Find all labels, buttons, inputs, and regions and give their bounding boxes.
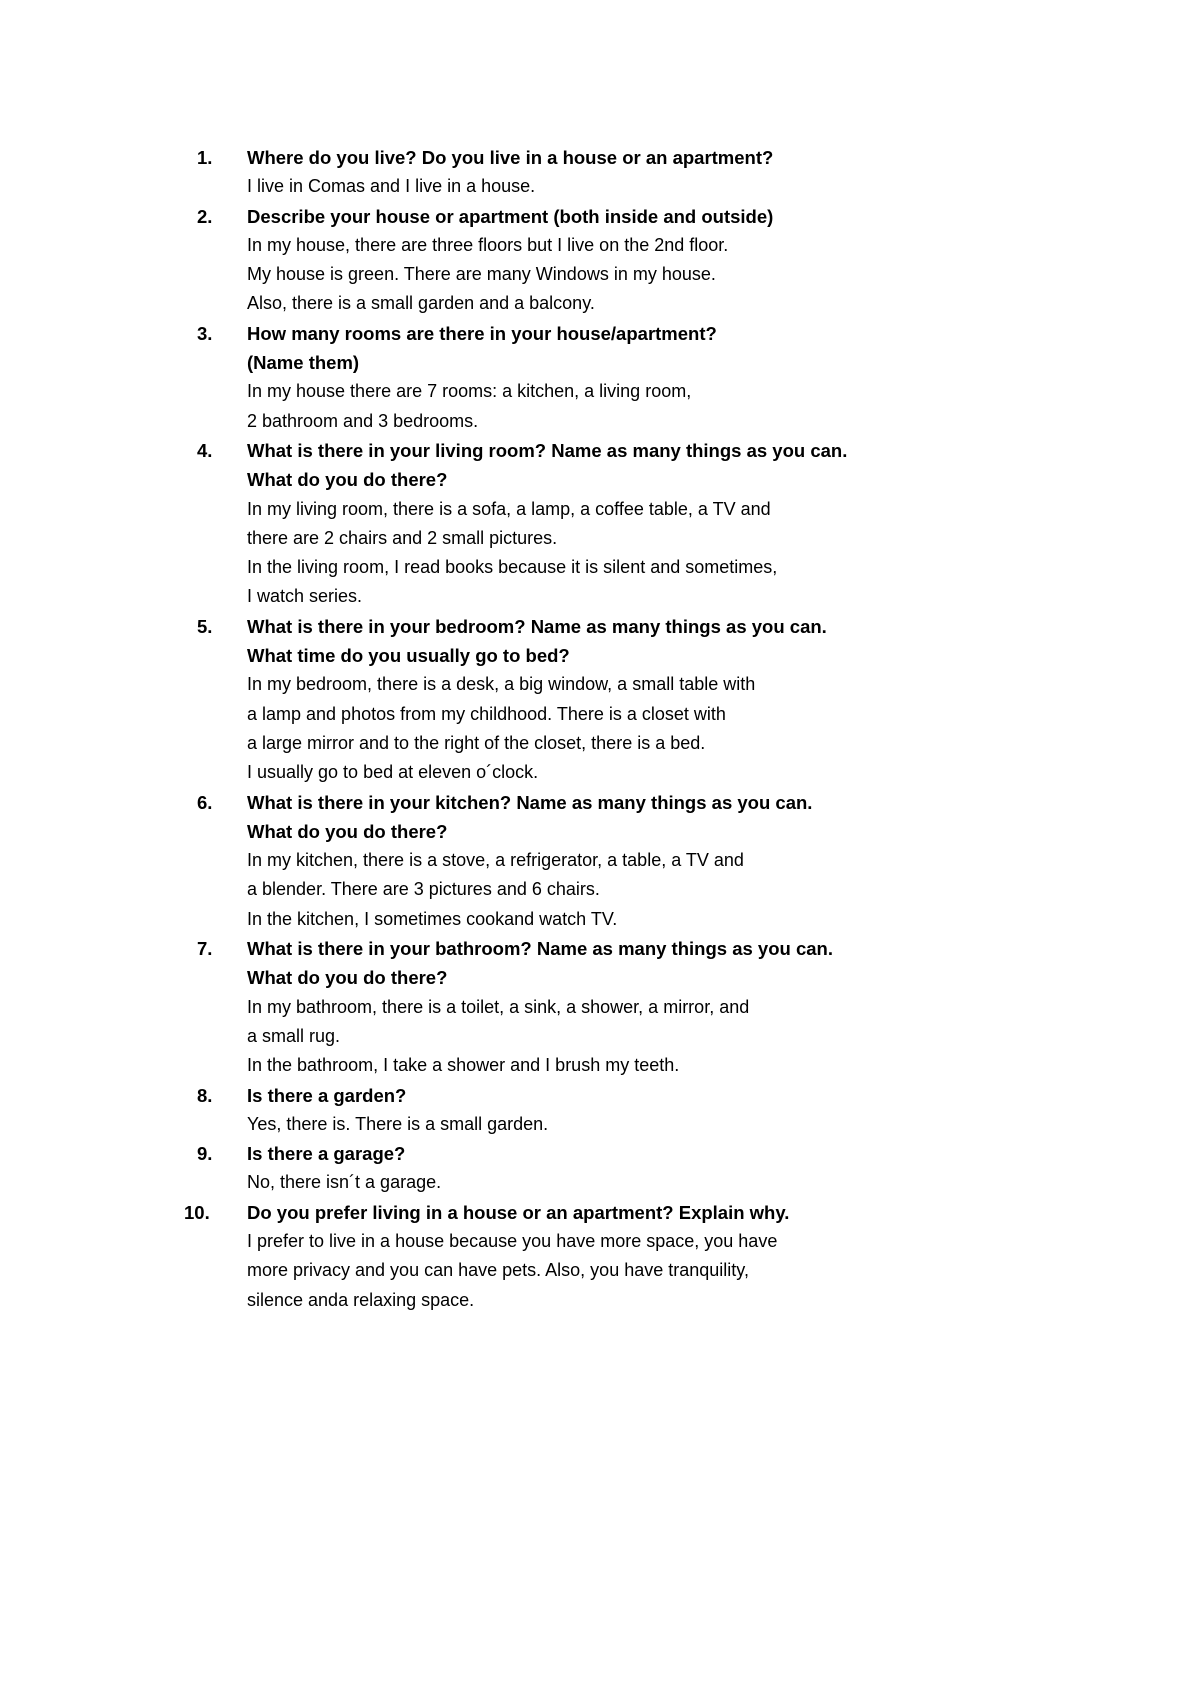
question-item <box>197 436 1057 612</box>
answer-text: In my house, there are three floors but I live on the 2nd floor. <box>247 234 729 255</box>
question-item <box>197 1081 1057 1140</box>
answer-text: In my living room, there is a sofa, a lamp, a coffee table, a TV and <box>247 498 771 519</box>
question-item <box>197 788 1057 934</box>
answer-text: there are 2 chairs and 2 small pictures. <box>247 527 558 548</box>
question-text: What time do you usually go to bed? <box>247 645 570 667</box>
question-item <box>184 1198 1057 1315</box>
question-text: How many rooms are there in your house/apartment? <box>247 322 717 344</box>
answer-text: a large mirror and to the right of the closet, there is a bed. <box>247 732 706 753</box>
question-item <box>197 612 1057 788</box>
question-text: What is there in your living room? Name as many things as you can. <box>247 439 848 461</box>
answer-text: a lamp and photos from my childhood. There is a closet with <box>247 703 726 724</box>
answer-text: In the kitchen, I sometimes cookand watch TV. <box>247 908 618 929</box>
item-number: 2. <box>197 205 213 227</box>
item-number: 7. <box>197 938 213 960</box>
question-item <box>197 1139 1057 1198</box>
answer-text: In my bedroom, there is a desk, a big window, a small table with <box>247 674 756 695</box>
question-item <box>197 143 1057 202</box>
question-text: What is there in your bathroom? Name as many things as you can. <box>247 938 833 960</box>
question-item <box>197 319 1057 436</box>
answer-text: In the bathroom, I take a shower and I brush my teeth. <box>247 1055 680 1076</box>
item-number: 6. <box>197 791 213 813</box>
answer-text: I watch series. <box>247 586 363 607</box>
answer-text: I usually go to bed at eleven o´clock. <box>247 762 539 783</box>
question-text: Where do you live? Do you live in a house or an apartment? <box>247 147 774 168</box>
item-number: 5. <box>197 615 213 637</box>
question-text: What do you do there? <box>247 967 448 989</box>
question-text: What do you do there? <box>247 469 448 491</box>
question-text: (Name them) <box>247 352 360 374</box>
answer-text: My house is green. There are many Windows in my house. <box>247 264 716 285</box>
answer-text: 2 bathroom and 3 bedrooms. <box>247 410 479 431</box>
answer-text: Also, there is a small garden and a balcony. <box>247 293 595 314</box>
question-text: Do you prefer living in a house or an apartment? Explain why. <box>247 1201 790 1223</box>
item-number: 9. <box>197 1143 213 1165</box>
item-number: 8. <box>197 1084 213 1106</box>
answer-text: No, there isn´t a garage. <box>247 1172 442 1193</box>
item-number: 10. <box>184 1201 210 1223</box>
answer-text: silence anda relaxing space. <box>247 1289 475 1310</box>
item-number: 4. <box>197 439 213 461</box>
question-text: What is there in your kitchen? Name as many things as you can. <box>247 791 813 813</box>
question-text: Describe your house or apartment (both inside and outside) <box>247 205 774 227</box>
answer-text: I live in Comas and I live in a house. <box>247 176 536 197</box>
answer-text: I prefer to live in a house because you have more space, you have <box>247 1230 778 1251</box>
item-number: 1. <box>197 147 213 168</box>
answer-text: a blender. There are 3 pictures and 6 chairs. <box>247 879 600 900</box>
answer-text: In the living room, I read books because it is silent and sometimes, <box>247 557 778 578</box>
answer-text: a small rug. <box>247 1025 341 1046</box>
answer-text: In my house there are 7 rooms: a kitchen, a living room, <box>247 381 692 402</box>
answer-text: more privacy and you can have pets. Also, you have tranquility, <box>247 1260 749 1281</box>
answer-text: Yes, there is. There is a small garden. <box>247 1113 549 1134</box>
question-text: What is there in your bedroom? Name as many things as you can. <box>247 615 827 637</box>
answer-text: In my kitchen, there is a stove, a refrigerator, a table, a TV and <box>247 850 744 871</box>
item-number: 3. <box>197 322 213 344</box>
question-item <box>197 202 1057 319</box>
question-text: What do you do there? <box>247 820 448 842</box>
question-answer-list <box>184 143 1057 1315</box>
answer-text: In my bathroom, there is a toilet, a sink, a shower, a mirror, and <box>247 996 750 1017</box>
question-text: Is there a garden? <box>247 1084 407 1106</box>
question-text: Is there a garage? <box>247 1143 406 1165</box>
question-item <box>197 934 1057 1080</box>
